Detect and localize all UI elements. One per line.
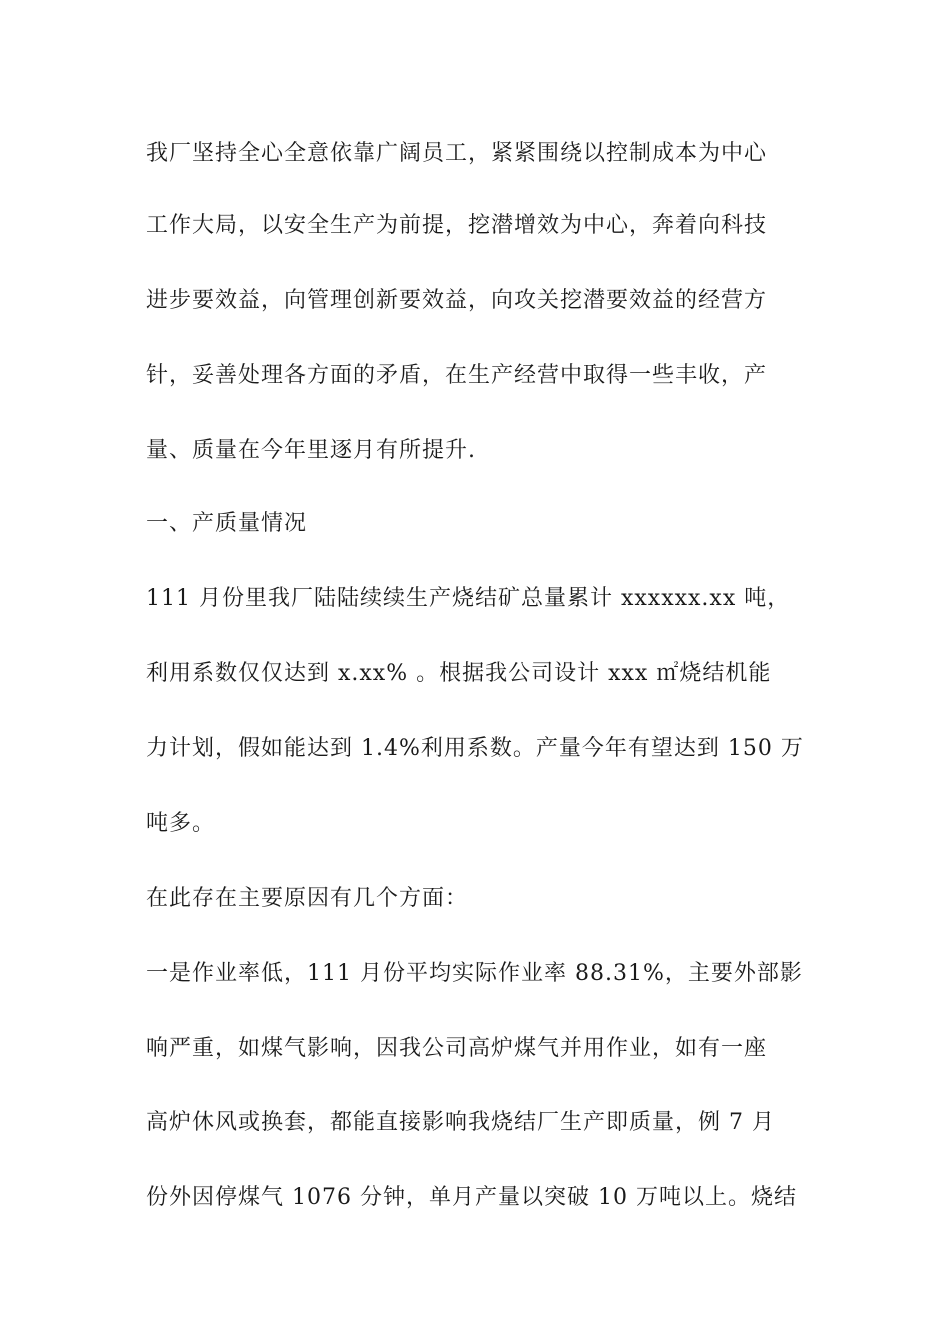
paragraph-line: 我厂坚持全心全意依靠广阔员工，紧紧围绕以控制成本为中心 (146, 141, 768, 166)
paragraph-line: 111 月份里我厂陆陆续续生产烧结矿总量累计 xxxxxx.xx 吨， (146, 586, 791, 611)
paragraph-line: 高炉休风或换套，都能直接影响我烧结厂生产即质量，例 7 月 (146, 1110, 775, 1135)
paragraph-line: 力计划，假如能达到 1.4%利用系数。产量今年有望达到 150 万 (146, 736, 804, 761)
paragraph-line: 响严重，如煤气影响，因我公司高炉煤气并用作业，如有一座 (146, 1036, 768, 1061)
paragraph-line: 进步要效益，向管理创新要效益，向攻关挖潜要效益的经营方 (146, 288, 768, 313)
paragraph-line: 工作大局，以安全生产为前提，挖潜增效为中心，奔着向科技 (146, 213, 768, 238)
paragraph-line: 一是作业率低，111 月份平均实际作业率 88.31%，主要外部影 (146, 961, 803, 986)
paragraph-line: 份外因停煤气 1076 分钟，单月产量以突破 10 万吨以上。烧结 (146, 1185, 797, 1210)
paragraph-line: 吨多。 (146, 811, 216, 836)
paragraph-line: 量、质量在今年里逐月有所提升. (146, 438, 476, 463)
paragraph-line: 在此存在主要原因有几个方面： (146, 886, 469, 911)
paragraph-line: 针，妥善处理各方面的矛盾，在生产经营中取得一些丰收，产 (146, 363, 768, 388)
paragraph-line: 利用系数仅仅达到 x.xx% 。根据我公司设计 xxx ㎡烧结机能 (146, 661, 772, 686)
section-heading: 一、产质量情况 (146, 511, 308, 536)
